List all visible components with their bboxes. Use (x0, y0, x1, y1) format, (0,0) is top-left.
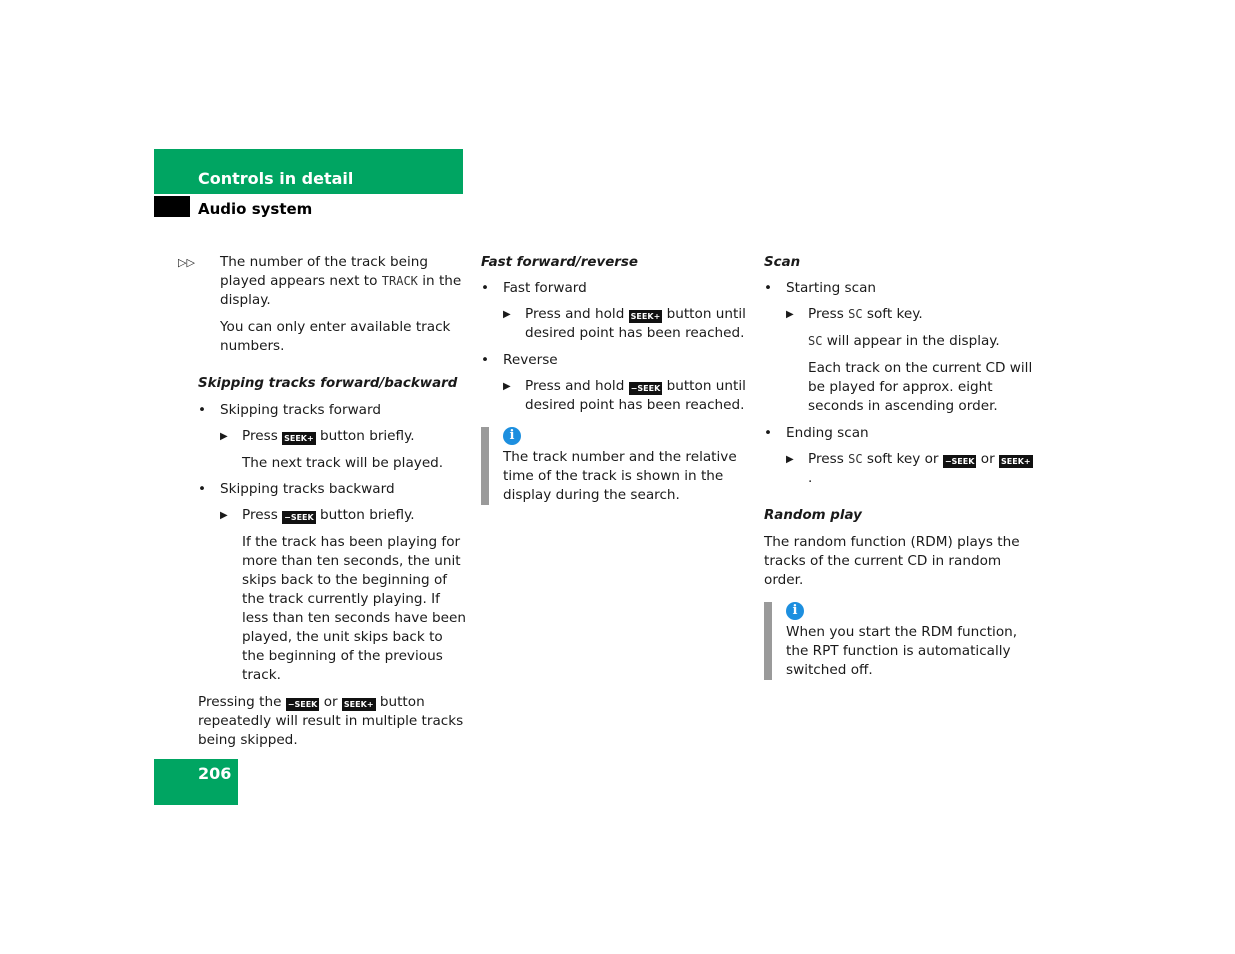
bullet-icon: • (481, 280, 490, 296)
instruction-step: ▶ Press and hold −SEEK button until desired point has been reached. (503, 378, 746, 413)
bullet-icon: • (481, 352, 490, 368)
column-3 (764, 253, 1034, 680)
seek-plus-button-icon: SEEK+ (343, 700, 374, 709)
list-item: • Skipping tracks forward (198, 402, 381, 418)
instruction-step: ▶ Press −SEEK button briefly. If the track has been playing for more than ten seconds, the unit skips back to the beginning of the track currently playing. If less than ten seconds have been played, the unit skips back to the beginning of the previous track. (220, 507, 466, 683)
sc-display-code: SC (848, 452, 863, 466)
column-2 (481, 253, 747, 505)
sc-display-code: SC (848, 307, 863, 321)
info-text: The track number and the relative time of the track is shown in the display during the search. (503, 449, 737, 503)
info-box (764, 602, 1034, 680)
bullet-icon: • (764, 425, 773, 441)
arrow-icon: ▶ (786, 454, 794, 465)
info-icon: i (503, 427, 521, 445)
info-box (481, 427, 747, 505)
bullet-icon: • (198, 481, 207, 497)
seek-plus-button-icon: SEEK+ (630, 312, 661, 321)
available-tracks-note: You can only enter available track numbers. (220, 319, 451, 354)
info-text: When you start the RDM function, the RPT function is automatically switched off. (786, 624, 1018, 678)
column-1 (178, 253, 466, 750)
list-item: • Fast forward (481, 280, 587, 296)
list-item: • Skipping tracks backward (198, 481, 395, 497)
subsection-title: Audio system (198, 200, 313, 218)
seek-minus-button-icon: −SEEK (630, 384, 661, 393)
skipping-heading: Skipping tracks forward/backward (198, 376, 458, 391)
skip-back-note: If the track has been playing for more than ten seconds, the unit skips back to the beginning of the track currently playing. If less than ten seconds have been played, the unit skips back to the beginning of the previous track. (242, 534, 466, 683)
next-track-note: The next track will be played. (242, 455, 444, 471)
arrow-icon: ▶ (503, 309, 511, 320)
page-number: 206 (198, 764, 232, 783)
arrow-icon: ▶ (786, 309, 794, 320)
sc-appear-note: SC will appear in the display. (808, 333, 1000, 349)
seek-minus-button-icon: −SEEK (944, 457, 975, 466)
instruction-step: ▶ Press SC soft key. SC will appear in the display. Each track on the current CD will be played for approx. eight seconds in ascending order. (786, 306, 1033, 414)
instruction-step: ▶ Press SEEK+ button briefly. The next track will be played. (198, 427, 466, 473)
intro-paragraph: The number of the track being played appears next to TRACK in the display. (220, 254, 462, 308)
scan-heading: Scan (764, 255, 801, 270)
random-play-text: The random function (RDM) plays the tracks of the current CD in random order. (764, 534, 1020, 588)
seek-plus-button-icon: SEEK+ (284, 434, 314, 443)
instruction-step: ▶ Press and hold SEEK+ button until desired point has been reached. (503, 306, 746, 341)
list-item: • Reverse (481, 352, 558, 368)
seek-minus-button-icon: −SEEK (287, 700, 318, 709)
bullet-icon: • (764, 280, 773, 296)
fast-forward-heading: Fast forward/reverse (481, 255, 638, 270)
track-display-code: TRACK (381, 274, 418, 288)
instruction-step: ▶ Press SC soft key or −SEEK or SEEK+. (786, 451, 1031, 486)
random-play-heading: Random play (764, 508, 862, 523)
arrow-icon: ▶ (503, 381, 511, 392)
list-item: • Starting scan (764, 280, 877, 296)
list-item: • Ending scan (764, 425, 869, 441)
bullet-icon: • (198, 402, 207, 418)
multi-skip-note: Pressing the −SEEK or SEEK+ button repeatedly will result in multiple tracks being skipped. (198, 694, 464, 748)
continued-marker: ▷▷ (178, 256, 195, 269)
each-track-note: Each track on the current CD will be played for approx. eight seconds in ascending order. (808, 360, 1033, 414)
seek-minus-button-icon: −SEEK (284, 513, 314, 522)
section-title: Controls in detail (198, 169, 354, 188)
subsection-marker (154, 196, 190, 217)
seek-plus-button-icon: SEEK+ (1001, 457, 1031, 466)
info-icon: i (786, 602, 804, 620)
arrow-icon: ▶ (220, 510, 228, 521)
arrow-icon: ▶ (220, 431, 228, 442)
